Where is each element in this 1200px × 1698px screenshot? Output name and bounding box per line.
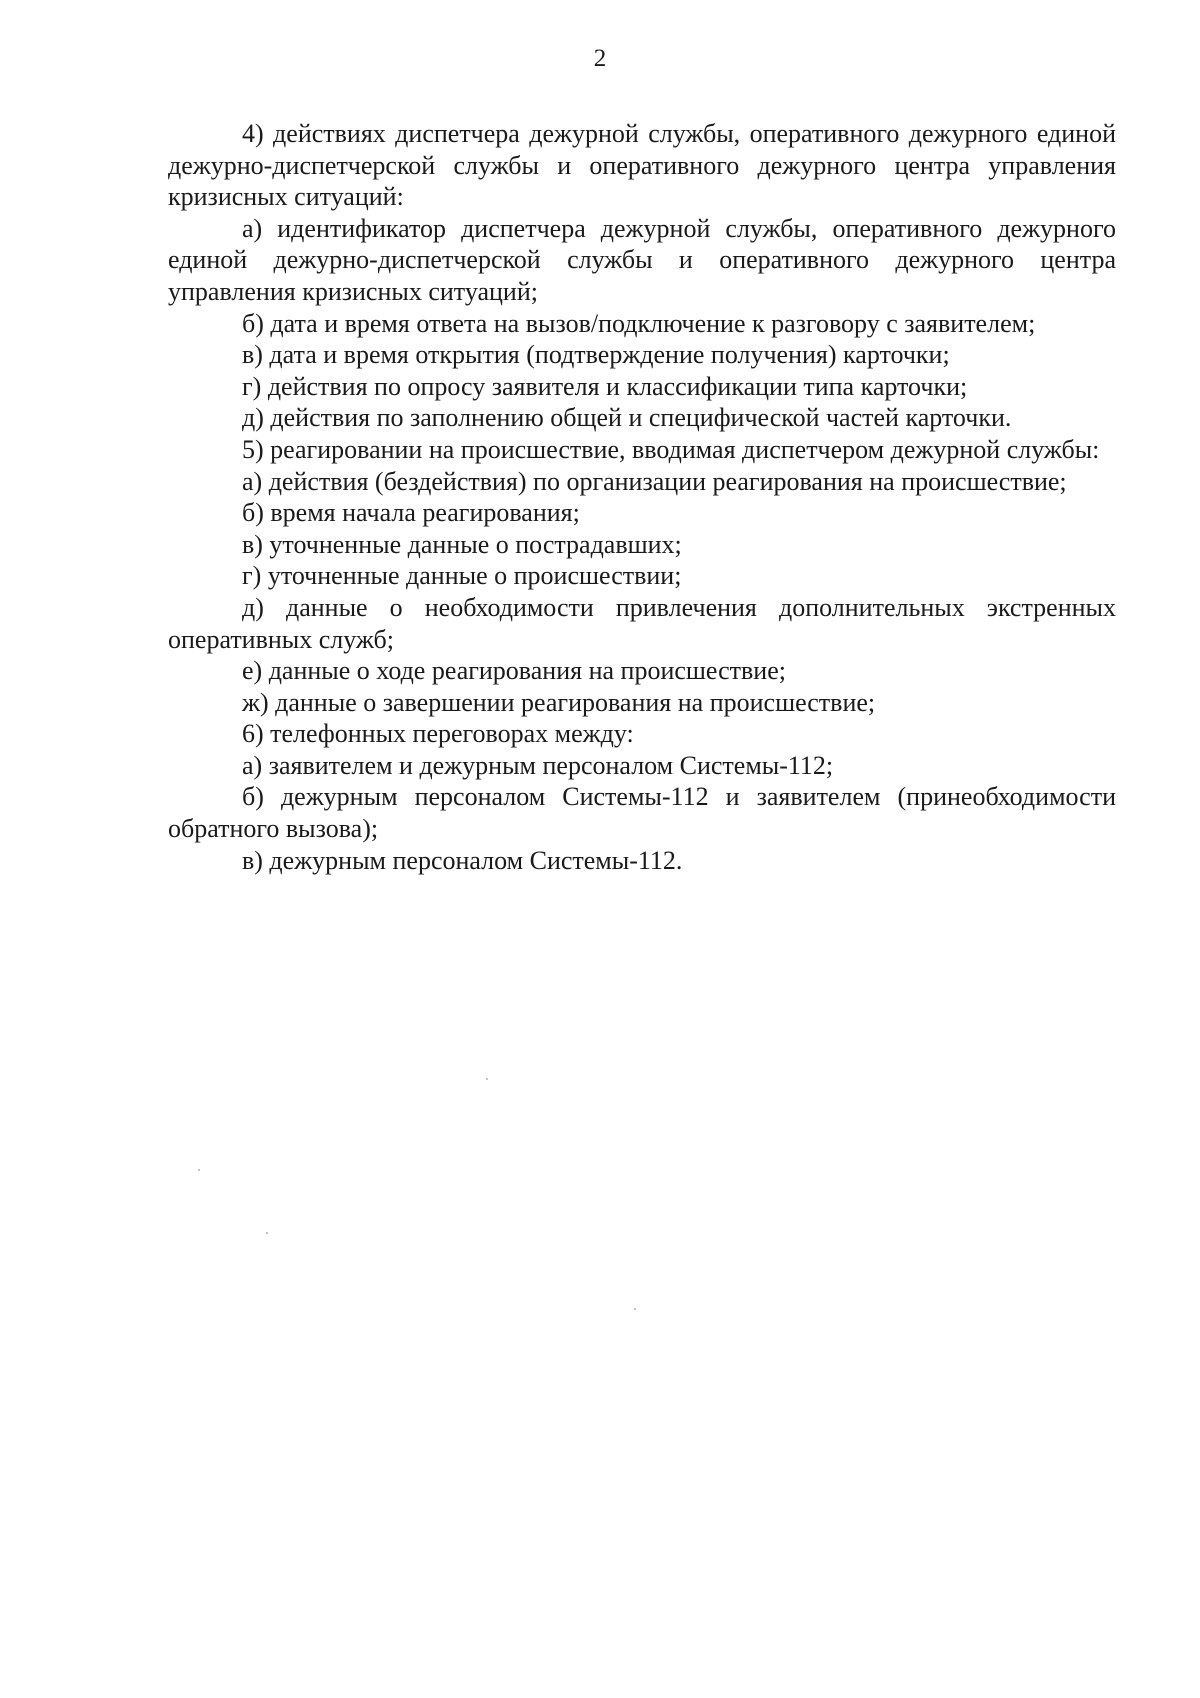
paragraph: ж) данные о завершении реагирования на происшествие; bbox=[242, 687, 876, 717]
paragraph: г) действия по опросу заявителя и классификации типа карточки; bbox=[242, 371, 968, 401]
scan-speck bbox=[198, 1169, 200, 1171]
paragraph: 5) реагировании на происшествие, вводимая диспетчером дежурной службы: bbox=[242, 434, 1100, 464]
paragraph: а) заявителем и дежурным персоналом Системы-112; bbox=[242, 750, 834, 780]
paragraph: е) данные о ходе реагирования на происшествие; bbox=[242, 656, 786, 686]
page-number: 2 bbox=[593, 45, 607, 72]
paragraph: 6) телефонных переговорах между: bbox=[242, 719, 634, 749]
paragraph: б) дата и время ответа на вызов/подключение к разговору с заявителем; bbox=[242, 308, 1036, 338]
paragraph: г) уточненные данные о происшествии; bbox=[242, 561, 682, 591]
paragraph: а) действия (бездействия) по организации реагирования на происшествие; bbox=[242, 466, 1067, 496]
scan-speck bbox=[486, 1078, 488, 1080]
paragraph: д) данные о необходимости привлечения дополнительных экстренных оперативных служб; bbox=[168, 592, 1116, 654]
paragraph: в) уточненные данные о пострадавших; bbox=[242, 529, 682, 559]
paragraph: 4) действиях диспетчера дежурной службы, оперативного дежурного единой дежурно-диспетчерской службы и оперативного дежурного центра управления кризисных ситуаций: bbox=[168, 119, 1116, 212]
scan-speck bbox=[634, 1308, 636, 1310]
scan-speck bbox=[266, 1232, 268, 1234]
paragraph: б) дежурным персоналом Системы-112 и заявителем (принеобходимости обратного вызова); bbox=[168, 782, 1116, 844]
paragraph: в) дежурным персоналом Системы-112. bbox=[242, 845, 683, 875]
document-body bbox=[168, 118, 1116, 876]
paragraph: в) дата и время открытия (подтверждение получения) карточки; bbox=[242, 340, 950, 370]
paragraph: д) действия по заполнению общей и специфической частей карточки. bbox=[242, 403, 1012, 433]
paragraph: б) время начала реагирования; bbox=[242, 498, 580, 528]
paragraph: а) идентификатор диспетчера дежурной службы, оперативного дежурного единой дежурно-диспетчерской службы и оперативного дежурного центра управления кризисных ситуаций; bbox=[168, 213, 1116, 306]
